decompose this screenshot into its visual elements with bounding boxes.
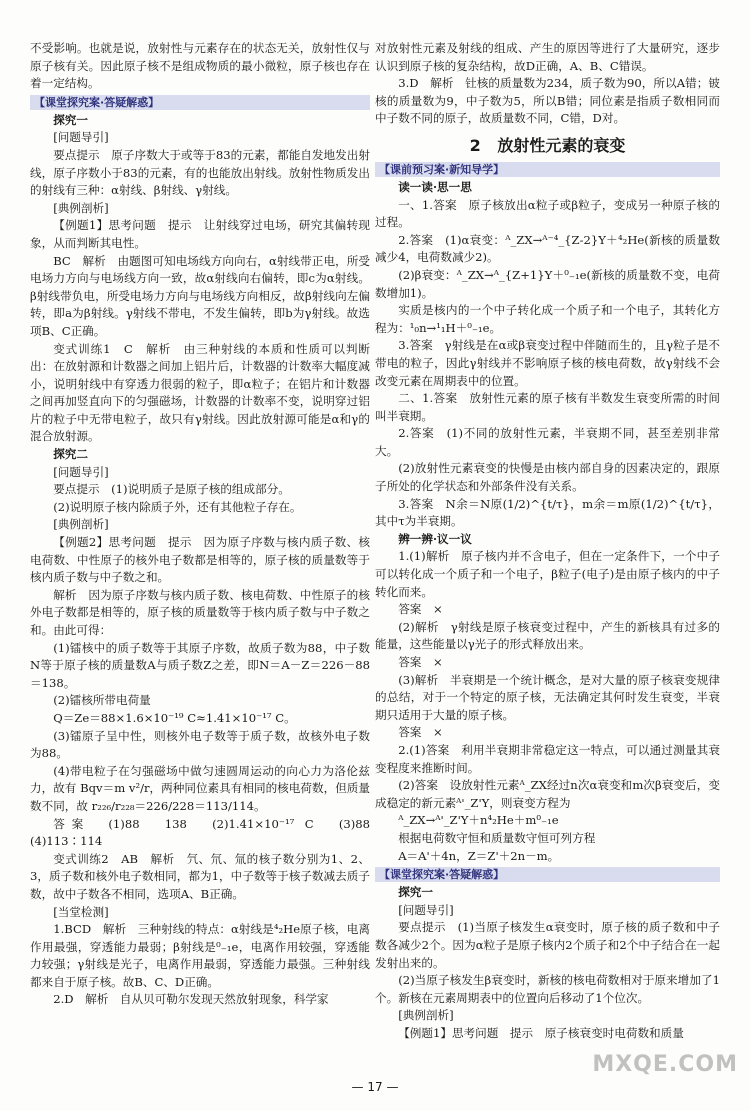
paragraph: 不受影响。也就是说，放射性与元素存在的状态无关，放射性仅与原子核有关。因此原子核不是组成物质的最小微粒，原子核也存在着一定结构。: [30, 41, 370, 91]
answer: 答案 ×: [398, 725, 443, 740]
section-banner: 【课前预习案·新知导学】: [375, 162, 720, 177]
paragraph: 一、1.答案 原子核放出α粒子或β粒子，变成另一种原子核的过程。: [375, 197, 720, 230]
paragraph: 1.(1)解析 原子核内并不含电子，但在一定条件下，一个中子可以转化成一个质子和一个电子，β粒子(电子)是由原子核内的中子转化而来。: [375, 549, 720, 599]
paragraph: BC 解析 由题图可知电场线方向向右，α射线带正电，所受电场力方向与电场线方向一致，故α射线向右偏转，即c为α射线。β射线带负电，所受电场力方向与电场线方向相反，故β射线向左偏转，即a为β射线。γ射线不带电，不发生偏转，即b为γ射线。故选项B、C正确。: [30, 253, 370, 338]
formula: ᴬ_ZX→ᴬ'_Z'Y＋n⁴₂He＋m⁰₋₁e: [398, 813, 559, 828]
paragraph: (1)镭核中的质子数等于其原子序数，故质子数为88，中子数N等于原子核的质量数A与质子数Z之差，即N＝A－Z＝226－88＝138。: [30, 640, 370, 690]
paragraph: 1.BCD 解析 三种射线的特点：α射线是⁴₂He原子核，电离作用最强，穿透能力最弱；β射线是⁰₋₁e，电离作用较强，穿透能力较强；γ射线是光子，电离作用最弱，穿透能力最强。三种射线都来自于原子核。故B、C、D正确。: [30, 922, 370, 989]
subheading: 辨一辨·议一议: [398, 531, 472, 546]
subheading: 读一读·思一思: [398, 179, 472, 194]
paragraph: 2.D 解析 自从贝可勒尔发现天然放射现象，科学家: [53, 992, 329, 1007]
paragraph: 要点提示 (1)说明质子是原子核的组成部分。: [53, 482, 290, 497]
subheading: [典例剖析]: [53, 517, 109, 532]
paragraph: 2.答案 (1)α衰变：ᴬ_ZX→ᴬ⁻⁴_{Z-2}Y＋⁴₂He(新核的质量数减少4，电荷数减少2)。: [375, 232, 720, 265]
formula: 3.答案 N余＝N原(1/2)^{t/τ}，m余＝m原(1/2)^{t/τ}，其中τ为半衰期。: [375, 496, 720, 529]
paragraph: 二、1.答案 放射性元素的原子核有半数发生衰变所需的时间叫半衰期。: [375, 391, 720, 423]
paragraph: (2)当原子核发生β衰变时，新核的核电荷数相对于原来增加了1个。新核在元素周期表中的位置向后移动了1个位次。: [375, 973, 720, 1005]
paragraph: (4)带电粒子在匀强磁场中做匀速圆周运动的向心力为洛伦兹力，故有 Bqv＝m v²/r，两种同位素具有相同的核电荷数，但质量数不同，故 r₂₂₆/r₂₂₈＝226/228＝113/114。: [30, 763, 370, 813]
page-number: — 17 —: [351, 1080, 399, 1094]
paragraph: 变式训练1 C 解析 由三种射线的本质和性质可以判断出：在放射源和计数器之间加上铝片后，计数器的计数率大幅度减小，说明射线中有穿透力很弱的粒子，即α粒子；在铝片和计数器之间再加竖直向下的匀强磁场，计数器的计数率不变，说明穿过铝片的粒子中无带电粒子，故只有γ射线。因此放射源可能是α和γ的混合放射源。: [30, 341, 370, 444]
subheading: 探究一: [53, 112, 88, 127]
paragraph: 解析 因为原子序数与核内质子数、核电荷数、中性原子的核外电子数都是相等的，原子核的质量数等于核内质子数与中子数之和。由此可得：: [30, 587, 370, 637]
formula: Q＝Ze＝88×1.6×10⁻¹⁹ C≈1.41×10⁻¹⁷ C。: [53, 710, 296, 725]
paragraph: 根据电荷数守恒和质量数守恒可列方程: [398, 830, 596, 845]
paragraph: 要点提示 (1)当原子核发生α衰变时，原子核的质子数和中子数各减少2个。因为α粒子是原子核内2个质子和2个中子结合在一起发射出来的。: [375, 920, 720, 970]
chapter-number: 2: [469, 135, 481, 155]
answer: 答案 ×: [398, 602, 443, 617]
example-question: 【例题1】思考问题 提示 原子核衰变时电荷数和质量: [398, 1025, 684, 1040]
paragraph: (2)β衰变：ᴬ_ZX→ᴬ_{Z+1}Y＋⁰₋₁e(新核的质量数不变，电荷数增加1)。: [375, 267, 720, 300]
answer: 答案 ×: [398, 655, 443, 669]
example-question: 【例题2】思考问题 提示 因为原子序数与核内质子数、核电荷数、中性原子的核外电子数都是相等的，原子核的质量数等于核内质子数与中子数之和。: [30, 535, 370, 585]
subheading: [典例剖析]: [398, 1008, 454, 1023]
paragraph: 要点提示 原子序数大于或等于83的元素，都能自发地发出射线，原子序数小于83的元素，有的也能放出射线。放射性物质发出的射线有三种：α射线、β射线、γ射线。: [30, 147, 370, 198]
subheading: 探究一: [398, 885, 433, 900]
chapter-title-text: 放射性元素的衰变: [497, 135, 626, 155]
paragraph: (2)说明原子核内除质子外，还有其他粒子存在。: [53, 499, 302, 514]
example-question: 【例题1】思考问题 提示 让射线穿过电场，研究其偏转现象，从而判断其电性。: [30, 218, 370, 250]
answer: 答案 (1)88 138 (2)1.41×10⁻¹⁷ C (3)88 (4)113∶114: [30, 816, 382, 849]
subheading: [问题导引]: [53, 464, 109, 479]
subheading: [问题导引]: [53, 130, 109, 145]
section-banner: 【课堂探究案·答疑解惑】: [375, 867, 720, 882]
paragraph: 对放射性元素及射线的组成、产生的原因等进行了大量研究，逐步认识到原子核的复杂结构，故D正确，A、B、C错误。: [375, 41, 720, 73]
left-column: [30, 40, 382, 1009]
paragraph: (2)放射性元素衰变的快慢是由核内部自身的因素决定的，跟原子所处的化学状态和外部条件没有关系。: [375, 461, 720, 494]
paragraph: 3.D 解析 钍核的质量数为234，质子数为90，所以A错；铍核的质量数为9，中子数为5，所以B错；同位素是指质子数相同而中子数不同的原子，故质量数不同，C错，D对。: [375, 76, 720, 126]
paragraph: (2)答案 设放射性元素ᴬ_ZX经过n次α衰变和m次β衰变后，变成稳定的新元素ᴬ'_Z'Y，则衰变方程为: [375, 778, 720, 810]
paragraph: 2.(1)答案 利用半衰期非常稳定这一特点，可以通过测量其衰变程度来推断时间。: [375, 742, 720, 775]
paragraph: 变式训练2 AB 解析 氕、氘、氚的核子数分别为1、2、3，质子数和核外电子数相同，都为1，中子数等于核子数减去质子数，故中子数各不相同，选项A、B正确。: [30, 851, 370, 901]
subheading: [问题导引]: [398, 902, 454, 917]
paragraph: 实质是核内的一个中子转化成一个质子和一个电子，其转化方程为：¹₀n→¹₁H＋⁰₋₁e。: [375, 303, 720, 335]
paragraph: (3)镭原子呈中性，则核外电子数等于质子数，故核外电子数为88。: [30, 728, 370, 761]
subheading: 探究二: [53, 447, 88, 462]
subheading: [典例剖析]: [53, 200, 109, 215]
paragraph: (3)解析 半衰期是一个统计概念，是对大量的原子核衰变规律的总结，对于一个特定的原子核，无法确定其何时发生衰变，半衰期只适用于大量的原子核。: [375, 672, 720, 722]
paragraph: (2)解析 γ射线是原子核衰变过程中，产生的新核具有过多的能量，这些能量以γ光子的形式释放出来。: [375, 619, 720, 652]
section-banner: 【课堂探究案·答疑解惑】: [30, 95, 370, 110]
subheading: [当堂检测]: [53, 904, 109, 919]
paragraph: (2)镭核所带电荷量: [53, 693, 151, 708]
paragraph: 3.答案 γ射线是在α或β衰变过程中伴随而生的，且γ粒子是不带电的粒子，因此γ射线并不影响原子核的核电荷数，故γ射线不会改变元素在周期表中的位置。: [375, 338, 720, 388]
paragraph: 2.答案 (1)不同的放射性元素，半衰期不同，甚至差别非常大。: [375, 426, 720, 458]
formula: A＝A'＋4n，Z＝Z'＋2n－m。: [398, 848, 560, 863]
chapter-title: [375, 132, 720, 160]
right-column: [375, 40, 720, 1042]
watermark: MXQE.COM: [592, 1052, 738, 1077]
